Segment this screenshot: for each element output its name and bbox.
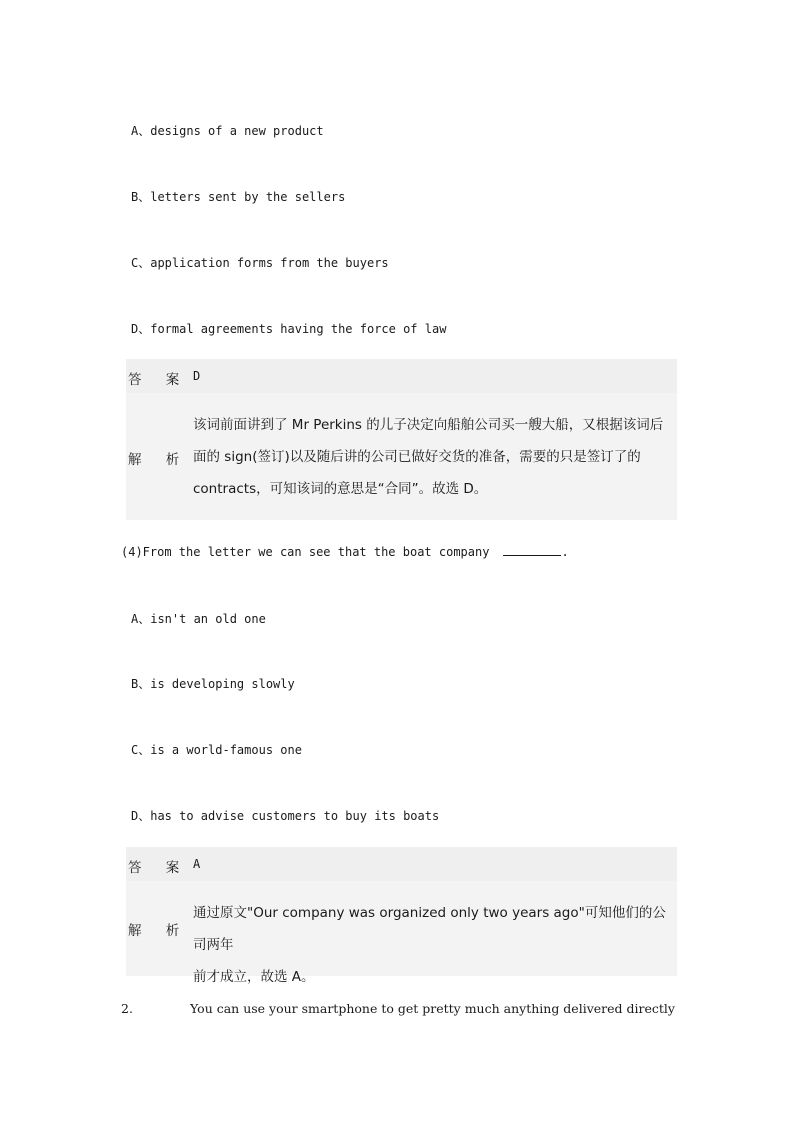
q4-answer-value: A: [193, 857, 201, 871]
q3-analysis-row: [126, 393, 677, 520]
q3-option-c: C、application forms from the buyers: [131, 256, 389, 270]
q3-analysis-line: 该词前面讲到了 Mr Perkins 的儿子决定向船舶公司买一艘大船，又根据该词后: [193, 417, 664, 433]
q4-stem-text: (4)From the letter we can see that the boat company: [121, 545, 490, 559]
q3-option-d: D、formal agreements having the force of law: [131, 322, 447, 336]
q3-answer-box: [126, 359, 677, 520]
q3-answer-row: [126, 359, 677, 393]
q4-option-d: D、has to advise customers to buy its boats: [131, 809, 440, 823]
q3-option-a: A、designs of a new product: [131, 124, 324, 138]
q4-end-mark: .: [561, 545, 569, 559]
q4-analysis-row: [126, 881, 677, 985]
q3-analysis-line: contracts，可知该词的意思是“合同”。故选 D。: [193, 481, 488, 497]
q4-option-a: A、isn't an old one: [131, 612, 266, 626]
q4-option-c: C、is a world-famous one: [131, 743, 302, 757]
passage-2-text: You can use your smartphone to get pretty much anything delivered directly: [190, 1001, 675, 1016]
q4-analysis-line: 前才成立，故选 A。: [193, 969, 315, 985]
q4-analysis-line: 通过原文"Our company was organized only two years ago"可知他们的公司两年: [193, 905, 666, 953]
q3-answer-label: 答 案: [128, 372, 190, 388]
q4-stem: [121, 545, 569, 559]
q4-analysis-label: 解 析: [128, 923, 190, 939]
q4-analysis-text: [193, 897, 677, 993]
q3-option-b: B、letters sent by the sellers: [131, 190, 346, 204]
passage-2-number: 2.: [121, 1001, 133, 1016]
q3-analysis-line: 面的 sign(签订)以及随后讲的公司已做好交货的准备，需要的只是签订了的: [193, 449, 641, 465]
q3-analysis-text: [193, 409, 677, 505]
q4-answer-row: [126, 847, 677, 881]
q4-answer-label: 答 案: [128, 860, 190, 876]
q4-answer-blank: [503, 545, 561, 556]
q3-analysis-label: 解 析: [128, 452, 190, 468]
q4-answer-box: [126, 847, 677, 985]
q3-answer-value: D: [193, 369, 201, 383]
q4-option-b: B、is developing slowly: [131, 677, 295, 691]
